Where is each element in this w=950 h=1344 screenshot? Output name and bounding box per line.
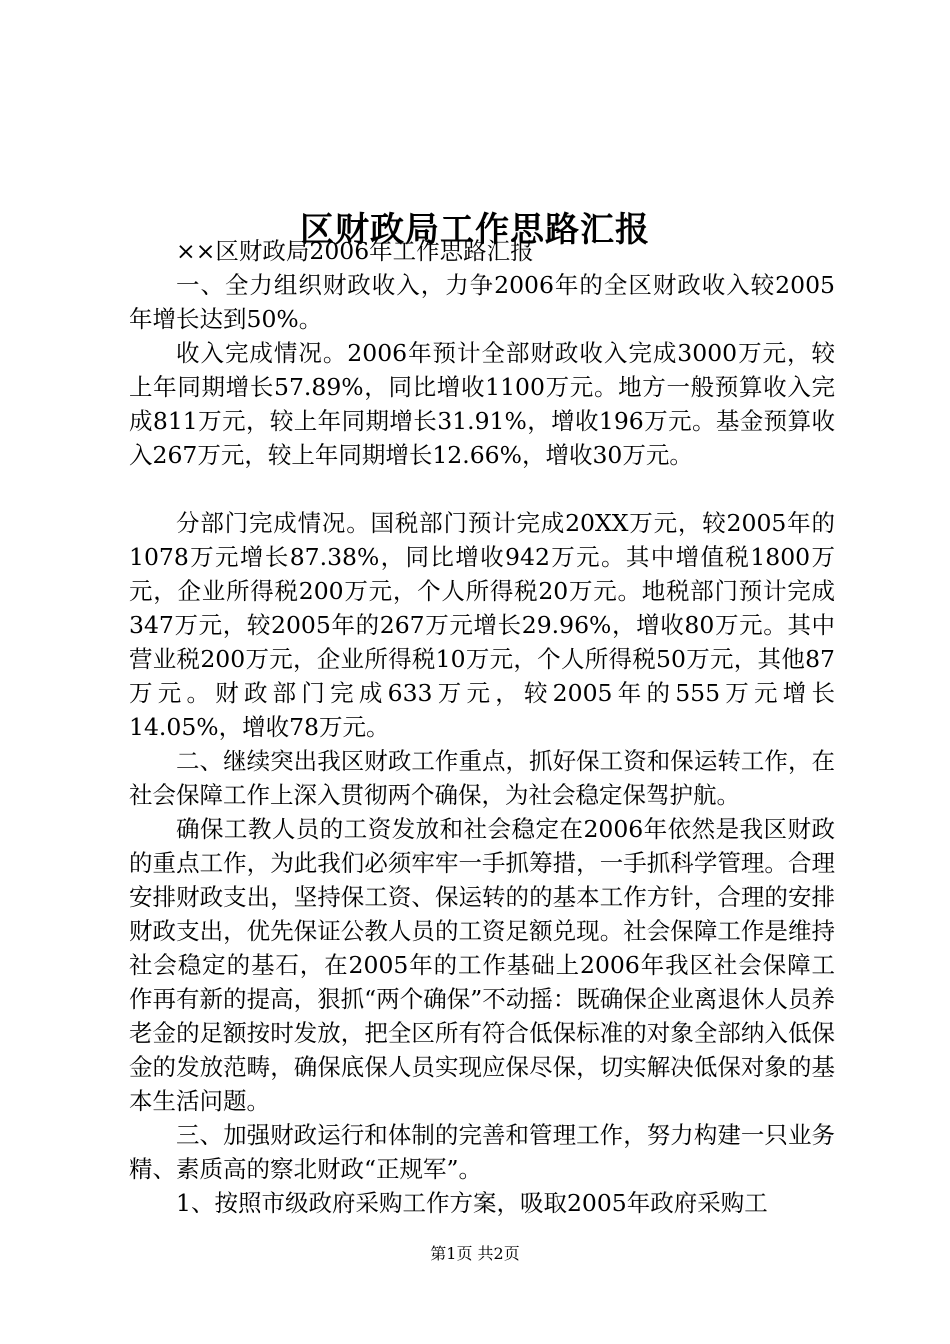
body-paragraph-departments: 分部门完成情况。国税部门预计完成20XX万元，较2005年的1078万元增长87.38%，同比增收942万元。其中增值税1800万元，企业所得税200万元，个人所得税20万元。地税部门预计完成347万元，较2005年的267万元增长29.96%，增收80万元。其中营业税200万元，企业所得税10万元，个人所得税50万元，其他87万元。财政部门完成633万元，较2005年的555万元增长14.05%，增收78万元。 <box>129 509 835 741</box>
section-heading-3: 三、加强财政运行和体制的完善和管理工作，努力构建一只业务精、素质高的察北财政“正规军”。 <box>129 1121 835 1183</box>
section-heading-1: 一、全力组织财政收入，力争2006年的全区财政收入较2005年增长达到50%。 <box>129 271 835 333</box>
subtitle-paragraph: ××区财政局2006年工作思路汇报 <box>176 237 534 265</box>
document-title: 区财政局工作思路汇报 <box>300 209 650 250</box>
page-footer: 第1页 共2页 <box>430 1244 520 1263</box>
section-heading-2: 二、继续突出我区财政工作重点，抓好保工资和保运转工作，在社会保障工作上深入贯彻两个确保，为社会稳定保驾护航。 <box>129 747 835 809</box>
document-body <box>129 234 835 1220</box>
body-paragraph-procurement: 1、按照市级政府采购工作方案，吸取2005年政府采购工 <box>176 1189 768 1217</box>
body-paragraph-revenue: 收入完成情况。2006年预计全部财政收入完成3000万元，较上年同期增长57.89%，同比增收1100万元。地方一般预算收入完成811万元，较上年同期增长31.91%，增收196万元。基金预算收入267万元，较上年同期增长12.66%，增收30万元。 <box>129 339 835 469</box>
body-paragraph-social-security: 确保工教人员的工资发放和社会稳定在2006年依然是我区财政的重点工作，为此我们必须牢牢一手抓筹措，一手抓科学管理。合理安排财政支出，坚持保工资、保运转的的基本工作方针，合理的安排财政支出，优先保证公教人员的工资足额兑现。社会保障工作是维持社会稳定的基石，在2005年的工作基础上2006年我区社会保障工作再有新的提高，狠抓“两个确保”不动摇：既确保企业离退休人员养老金的足额按时发放，把全区所有符合低保标准的对象全部纳入低保金的发放范畴，确保底保人员实现应保尽保，切实解决低保对象的基本生活问题。 <box>129 815 835 1115</box>
